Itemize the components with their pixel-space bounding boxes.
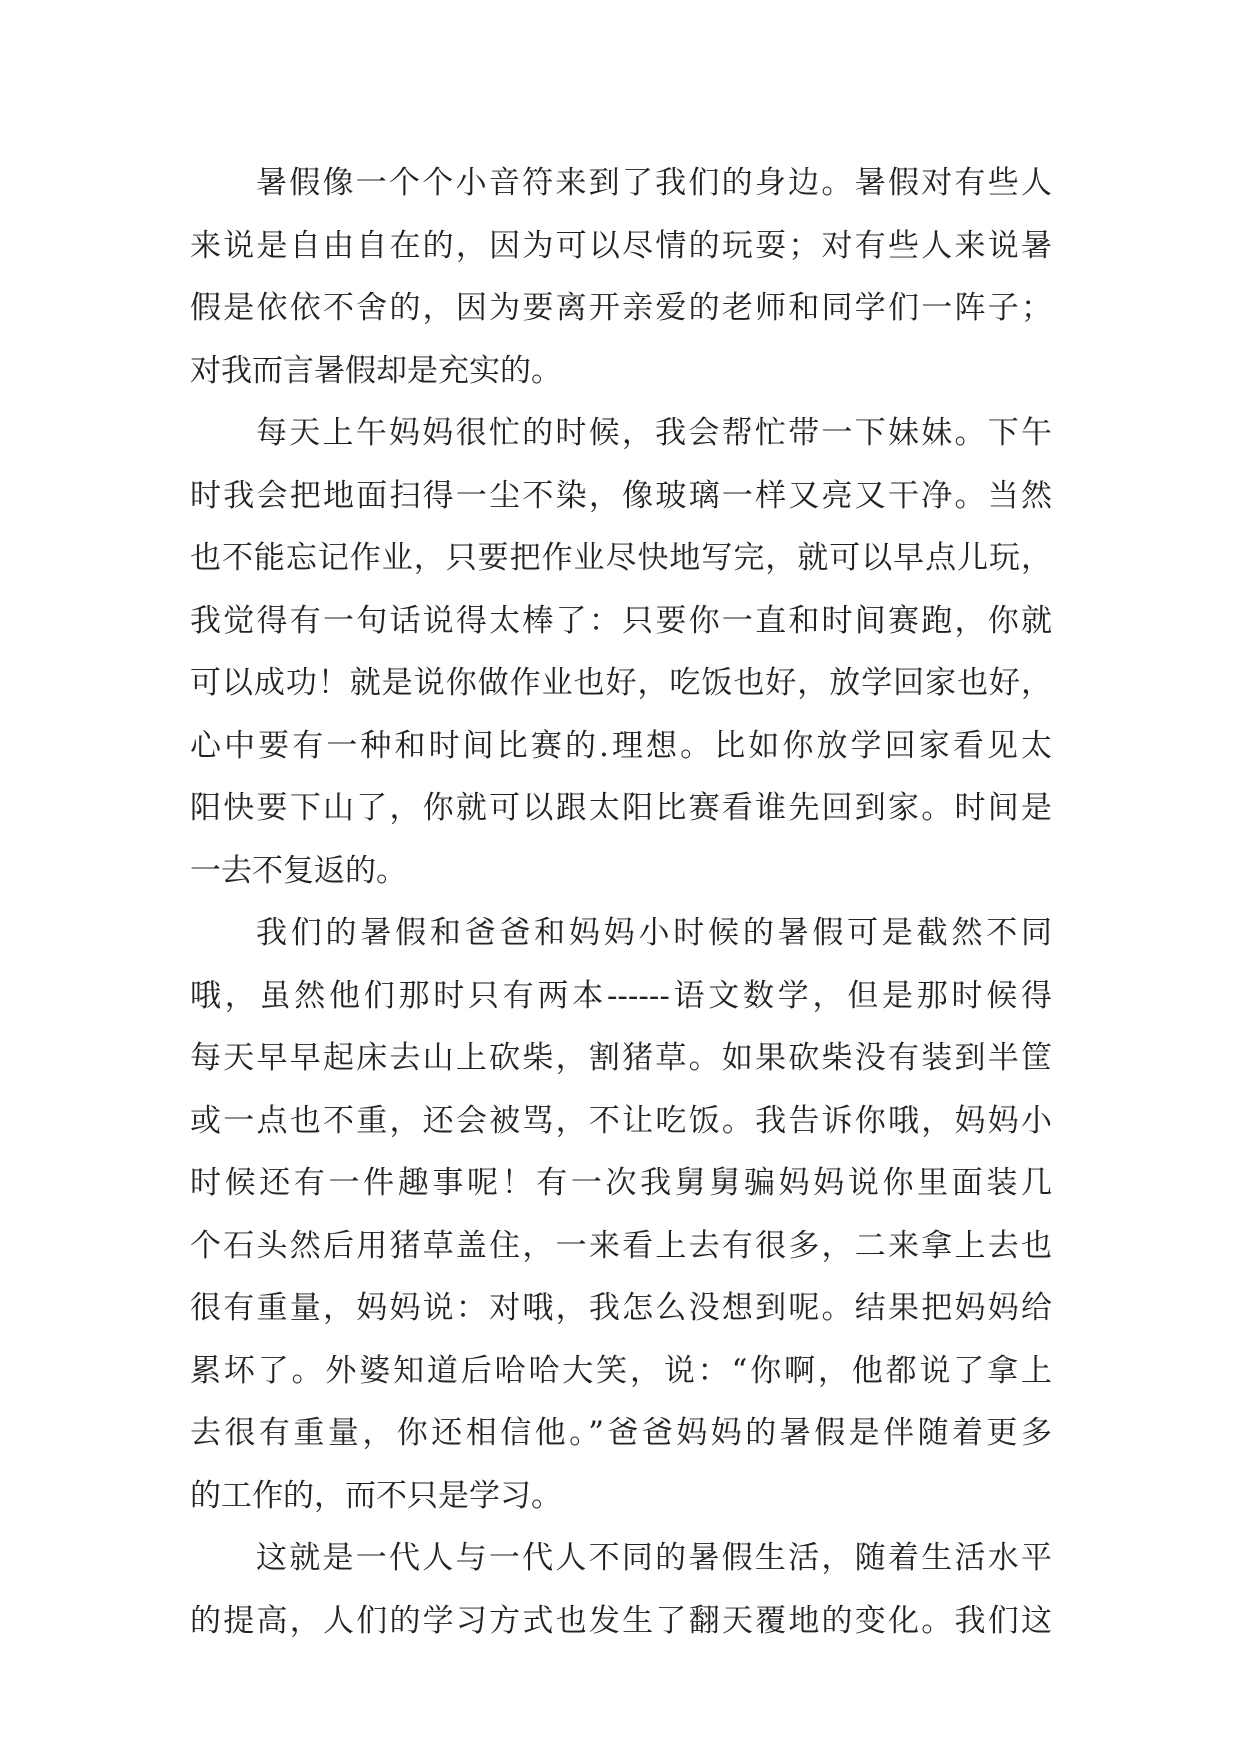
paragraph-3 [190, 902, 1052, 1527]
text-line: 的工作的，而不只是学习。 [190, 1477, 562, 1514]
text-line: 很有重量，妈妈说：对哦，我怎么没想到呢。结果把妈妈给 [190, 1290, 1052, 1326]
text-line: 哦，虽然他们那时只有两本------语文数学，但是那时候得 [190, 977, 1052, 1014]
text-line: 我觉得有一句话说得太棒了：只要你一直和时间赛跑，你就 [190, 602, 1052, 639]
text-line: 我们的暑假和爸爸和妈妈小时候的暑假可是截然不同 [256, 915, 1052, 951]
text-line: 阳快要下山了，你就可以跟太阳比赛看谁先回到家。时间是 [190, 790, 1052, 826]
text-line: 来说是自由自在的，因为可以尽情的玩耍；对有些人来说暑 [190, 227, 1052, 264]
text-line: 这就是一代人与一代人不同的暑假生活，随着生活水平 [256, 1540, 1052, 1576]
document-page [190, 152, 1052, 1652]
text-line: 时我会把地面扫得一尘不染，像玻璃一样又亮又干净。当然 [190, 477, 1052, 514]
paragraph-1 [190, 152, 1052, 402]
text-line: 一去不复返的。 [190, 852, 407, 889]
text-line: 心中要有一种和时间比赛的.理想。比如你放学回家看见太 [190, 727, 1052, 764]
text-line: 去很有重量，你还相信他。”爸爸妈妈的暑假是伴随着更多 [190, 1415, 1052, 1451]
paragraph-2 [190, 402, 1052, 902]
text-line: 累坏了。外婆知道后哈哈大笑，说：“你啊，他都说了拿上 [190, 1352, 1052, 1389]
text-line: 个石头然后用猪草盖住，一来看上去有很多，二来拿上去也 [190, 1227, 1052, 1264]
text-line: 假是依依不舍的，因为要离开亲爱的老师和同学们一阵子； [190, 290, 1052, 326]
paragraph-4 [190, 1527, 1052, 1652]
text-line: 可以成功！就是说你做作业也好，吃饭也好，放学回家也好， [190, 665, 1052, 701]
text-line: 对我而言暑假却是充实的。 [190, 352, 562, 389]
text-line: 时候还有一件趣事呢！有一次我舅舅骗妈妈说你里面装几 [190, 1165, 1052, 1201]
text-line: 也不能忘记作业，只要把作业尽快地写完，就可以早点儿玩， [190, 540, 1052, 576]
text-line: 或一点也不重，还会被骂，不让吃饭。我告诉你哦，妈妈小 [190, 1102, 1052, 1139]
text-line: 每天上午妈妈很忙的时候，我会帮忙带一下妹妹。下午 [256, 415, 1052, 451]
text-line: 的提高，人们的学习方式也发生了翻天覆地的变化。我们这 [190, 1602, 1052, 1639]
text-line: 暑假像一个个小音符来到了我们的身边。暑假对有些人 [256, 165, 1052, 201]
text-line: 每天早早起床去山上砍柴，割猪草。如果砍柴没有装到半筐 [190, 1040, 1052, 1076]
